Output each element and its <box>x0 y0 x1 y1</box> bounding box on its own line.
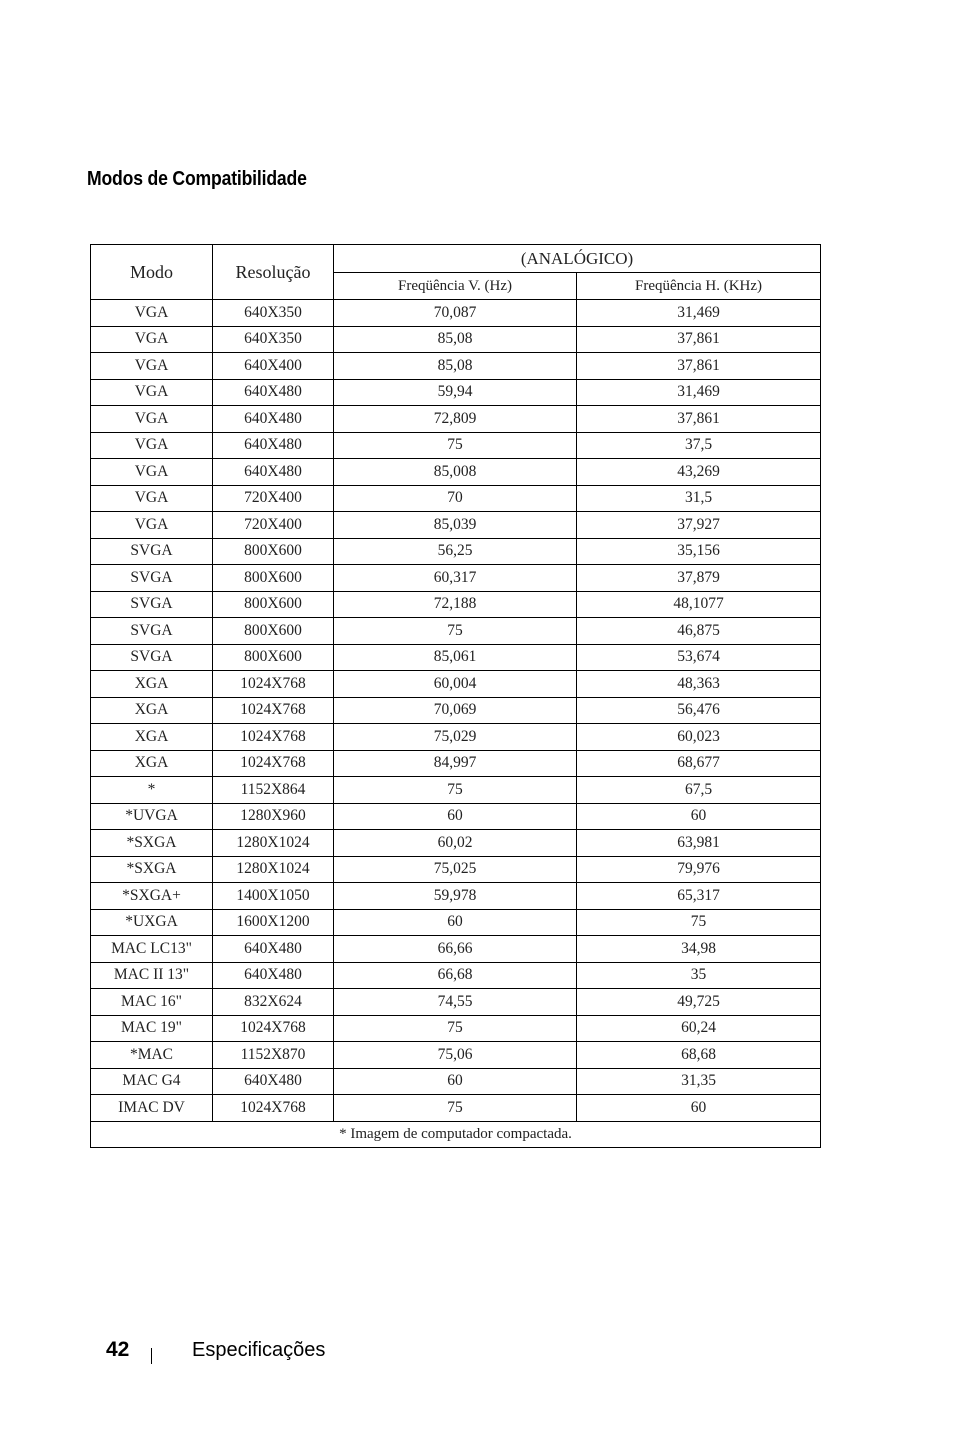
cell-freq-v: 85,061 <box>334 644 577 671</box>
cell-mode: SVGA <box>91 618 213 645</box>
table-row <box>91 326 821 353</box>
table-row <box>91 1068 821 1095</box>
cell-freq-h: 34,98 <box>577 936 821 963</box>
table-row <box>91 591 821 618</box>
cell-freq-h: 53,674 <box>577 644 821 671</box>
cell-freq-h: 37,879 <box>577 565 821 592</box>
cell-mode: SVGA <box>91 591 213 618</box>
cell-mode: MAC II 13" <box>91 962 213 989</box>
cell-freq-v: 75,06 <box>334 1042 577 1069</box>
table-row <box>91 379 821 406</box>
cell-freq-h: 79,976 <box>577 856 821 883</box>
cell-resolution: 1024X768 <box>213 1095 334 1122</box>
page-title: Modos de Compatibilidade <box>87 168 307 190</box>
cell-resolution: 640X480 <box>213 1068 334 1095</box>
cell-mode: VGA <box>91 406 213 433</box>
table-row <box>91 432 821 459</box>
table-row <box>91 883 821 910</box>
cell-freq-v: 60,004 <box>334 671 577 698</box>
table-row <box>91 485 821 512</box>
cell-freq-v: 85,039 <box>334 512 577 539</box>
cell-freq-v: 59,978 <box>334 883 577 910</box>
table-row <box>91 300 821 327</box>
compatibility-table <box>90 244 821 1148</box>
cell-resolution: 640X480 <box>213 459 334 486</box>
cell-freq-v: 72,809 <box>334 406 577 433</box>
cell-mode: VGA <box>91 353 213 380</box>
cell-freq-h: 46,875 <box>577 618 821 645</box>
cell-mode: SVGA <box>91 538 213 565</box>
cell-resolution: 800X600 <box>213 538 334 565</box>
cell-freq-h: 60 <box>577 803 821 830</box>
page-number: 42 <box>106 1338 130 1361</box>
cell-freq-h: 37,927 <box>577 512 821 539</box>
table-row <box>91 697 821 724</box>
cell-freq-h: 31,35 <box>577 1068 821 1095</box>
cell-mode: XGA <box>91 724 213 751</box>
cell-freq-h: 56,476 <box>577 697 821 724</box>
cell-freq-h: 60,24 <box>577 1015 821 1042</box>
cell-freq-v: 66,66 <box>334 936 577 963</box>
cell-resolution: 1152X864 <box>213 777 334 804</box>
cell-mode: VGA <box>91 326 213 353</box>
cell-mode: XGA <box>91 671 213 698</box>
cell-mode: VGA <box>91 512 213 539</box>
cell-freq-h: 67,5 <box>577 777 821 804</box>
cell-freq-h: 68,677 <box>577 750 821 777</box>
cell-resolution: 832X624 <box>213 989 334 1016</box>
cell-freq-h: 60 <box>577 1095 821 1122</box>
cell-resolution: 800X600 <box>213 565 334 592</box>
header-freq-v: Freqüência V. (Hz) <box>334 273 577 300</box>
table-footnote: * Imagem de computador compactada. <box>91 1121 821 1147</box>
table-row <box>91 671 821 698</box>
table-row <box>91 989 821 1016</box>
cell-mode: MAC 19" <box>91 1015 213 1042</box>
cell-resolution: 1280X1024 <box>213 856 334 883</box>
cell-freq-v: 74,55 <box>334 989 577 1016</box>
table-row <box>91 856 821 883</box>
cell-freq-v: 75 <box>334 618 577 645</box>
cell-freq-h: 37,861 <box>577 353 821 380</box>
cell-freq-v: 75 <box>334 432 577 459</box>
cell-resolution: 1024X768 <box>213 1015 334 1042</box>
cell-freq-v: 75,025 <box>334 856 577 883</box>
cell-resolution: 800X600 <box>213 644 334 671</box>
cell-freq-v: 85,08 <box>334 353 577 380</box>
cell-freq-h: 68,68 <box>577 1042 821 1069</box>
cell-resolution: 640X350 <box>213 300 334 327</box>
cell-resolution: 640X350 <box>213 326 334 353</box>
cell-freq-h: 63,981 <box>577 830 821 857</box>
cell-mode: MAC G4 <box>91 1068 213 1095</box>
cell-resolution: 1280X960 <box>213 803 334 830</box>
cell-resolution: 1024X768 <box>213 724 334 751</box>
table-row <box>91 538 821 565</box>
cell-resolution: 720X400 <box>213 512 334 539</box>
cell-resolution: 640X400 <box>213 353 334 380</box>
cell-resolution: 640X480 <box>213 936 334 963</box>
cell-freq-v: 70,087 <box>334 300 577 327</box>
cell-freq-h: 49,725 <box>577 989 821 1016</box>
table-row <box>91 909 821 936</box>
header-resolution: Resolução <box>213 245 334 300</box>
cell-freq-v: 60 <box>334 909 577 936</box>
cell-freq-h: 37,861 <box>577 406 821 433</box>
cell-freq-h: 60,023 <box>577 724 821 751</box>
cell-resolution: 1152X870 <box>213 1042 334 1069</box>
table-row <box>91 644 821 671</box>
cell-resolution: 800X600 <box>213 618 334 645</box>
cell-freq-v: 85,08 <box>334 326 577 353</box>
cell-freq-h: 31,469 <box>577 379 821 406</box>
table-row <box>91 1015 821 1042</box>
cell-mode: SVGA <box>91 644 213 671</box>
cell-freq-v: 72,188 <box>334 591 577 618</box>
cell-freq-h: 31,5 <box>577 485 821 512</box>
cell-freq-h: 35 <box>577 962 821 989</box>
cell-resolution: 640X480 <box>213 432 334 459</box>
cell-mode: XGA <box>91 697 213 724</box>
cell-mode: MAC LC13" <box>91 936 213 963</box>
footer-divider <box>151 1348 152 1364</box>
cell-freq-h: 48,363 <box>577 671 821 698</box>
cell-freq-v: 75 <box>334 777 577 804</box>
cell-freq-v: 60,317 <box>334 565 577 592</box>
table-row <box>91 565 821 592</box>
cell-freq-h: 65,317 <box>577 883 821 910</box>
table-row <box>91 803 821 830</box>
cell-mode: VGA <box>91 432 213 459</box>
cell-resolution: 1024X768 <box>213 697 334 724</box>
cell-mode: *UVGA <box>91 803 213 830</box>
cell-resolution: 640X480 <box>213 379 334 406</box>
cell-resolution: 640X480 <box>213 962 334 989</box>
cell-mode: *MAC <box>91 1042 213 1069</box>
cell-mode: VGA <box>91 300 213 327</box>
cell-resolution: 1280X1024 <box>213 830 334 857</box>
table-row <box>91 1042 821 1069</box>
cell-resolution: 800X600 <box>213 591 334 618</box>
cell-freq-v: 75 <box>334 1095 577 1122</box>
cell-mode: *SXGA <box>91 830 213 857</box>
table-row <box>91 936 821 963</box>
table-row <box>91 406 821 433</box>
table-row <box>91 962 821 989</box>
cell-resolution: 1600X1200 <box>213 909 334 936</box>
cell-freq-h: 48,1077 <box>577 591 821 618</box>
cell-freq-h: 35,156 <box>577 538 821 565</box>
cell-resolution: 640X480 <box>213 406 334 433</box>
table-row <box>91 459 821 486</box>
cell-freq-v: 84,997 <box>334 750 577 777</box>
cell-mode: SVGA <box>91 565 213 592</box>
table-row <box>91 830 821 857</box>
header-mode: Modo <box>91 245 213 300</box>
cell-freq-v: 60,02 <box>334 830 577 857</box>
cell-freq-v: 60 <box>334 1068 577 1095</box>
table-row <box>91 777 821 804</box>
cell-mode: VGA <box>91 485 213 512</box>
cell-freq-v: 60 <box>334 803 577 830</box>
cell-mode: *UXGA <box>91 909 213 936</box>
table-row <box>91 353 821 380</box>
cell-freq-v: 66,68 <box>334 962 577 989</box>
cell-freq-v: 56,25 <box>334 538 577 565</box>
cell-mode: VGA <box>91 459 213 486</box>
cell-mode: * <box>91 777 213 804</box>
table-row <box>91 750 821 777</box>
table-row <box>91 724 821 751</box>
cell-resolution: 720X400 <box>213 485 334 512</box>
cell-freq-v: 75 <box>334 1015 577 1042</box>
table-row <box>91 1095 821 1122</box>
header-freq-h: Freqüência H. (KHz) <box>577 273 821 300</box>
cell-resolution: 1024X768 <box>213 750 334 777</box>
cell-resolution: 1400X1050 <box>213 883 334 910</box>
cell-mode: MAC 16" <box>91 989 213 1016</box>
cell-mode: VGA <box>91 379 213 406</box>
cell-freq-h: 37,861 <box>577 326 821 353</box>
cell-freq-v: 85,008 <box>334 459 577 486</box>
cell-mode: *SXGA+ <box>91 883 213 910</box>
cell-resolution: 1024X768 <box>213 671 334 698</box>
cell-freq-h: 31,469 <box>577 300 821 327</box>
cell-freq-v: 70 <box>334 485 577 512</box>
cell-freq-v: 70,069 <box>334 697 577 724</box>
header-analog: (ANALÓGICO) <box>334 245 821 273</box>
cell-freq-h: 37,5 <box>577 432 821 459</box>
cell-freq-h: 75 <box>577 909 821 936</box>
cell-freq-v: 75,029 <box>334 724 577 751</box>
section-name: Especificações <box>192 1339 326 1361</box>
cell-mode: XGA <box>91 750 213 777</box>
cell-mode: *SXGA <box>91 856 213 883</box>
table-row <box>91 512 821 539</box>
cell-mode: IMAC DV <box>91 1095 213 1122</box>
table-row <box>91 618 821 645</box>
cell-freq-v: 59,94 <box>334 379 577 406</box>
cell-freq-h: 43,269 <box>577 459 821 486</box>
